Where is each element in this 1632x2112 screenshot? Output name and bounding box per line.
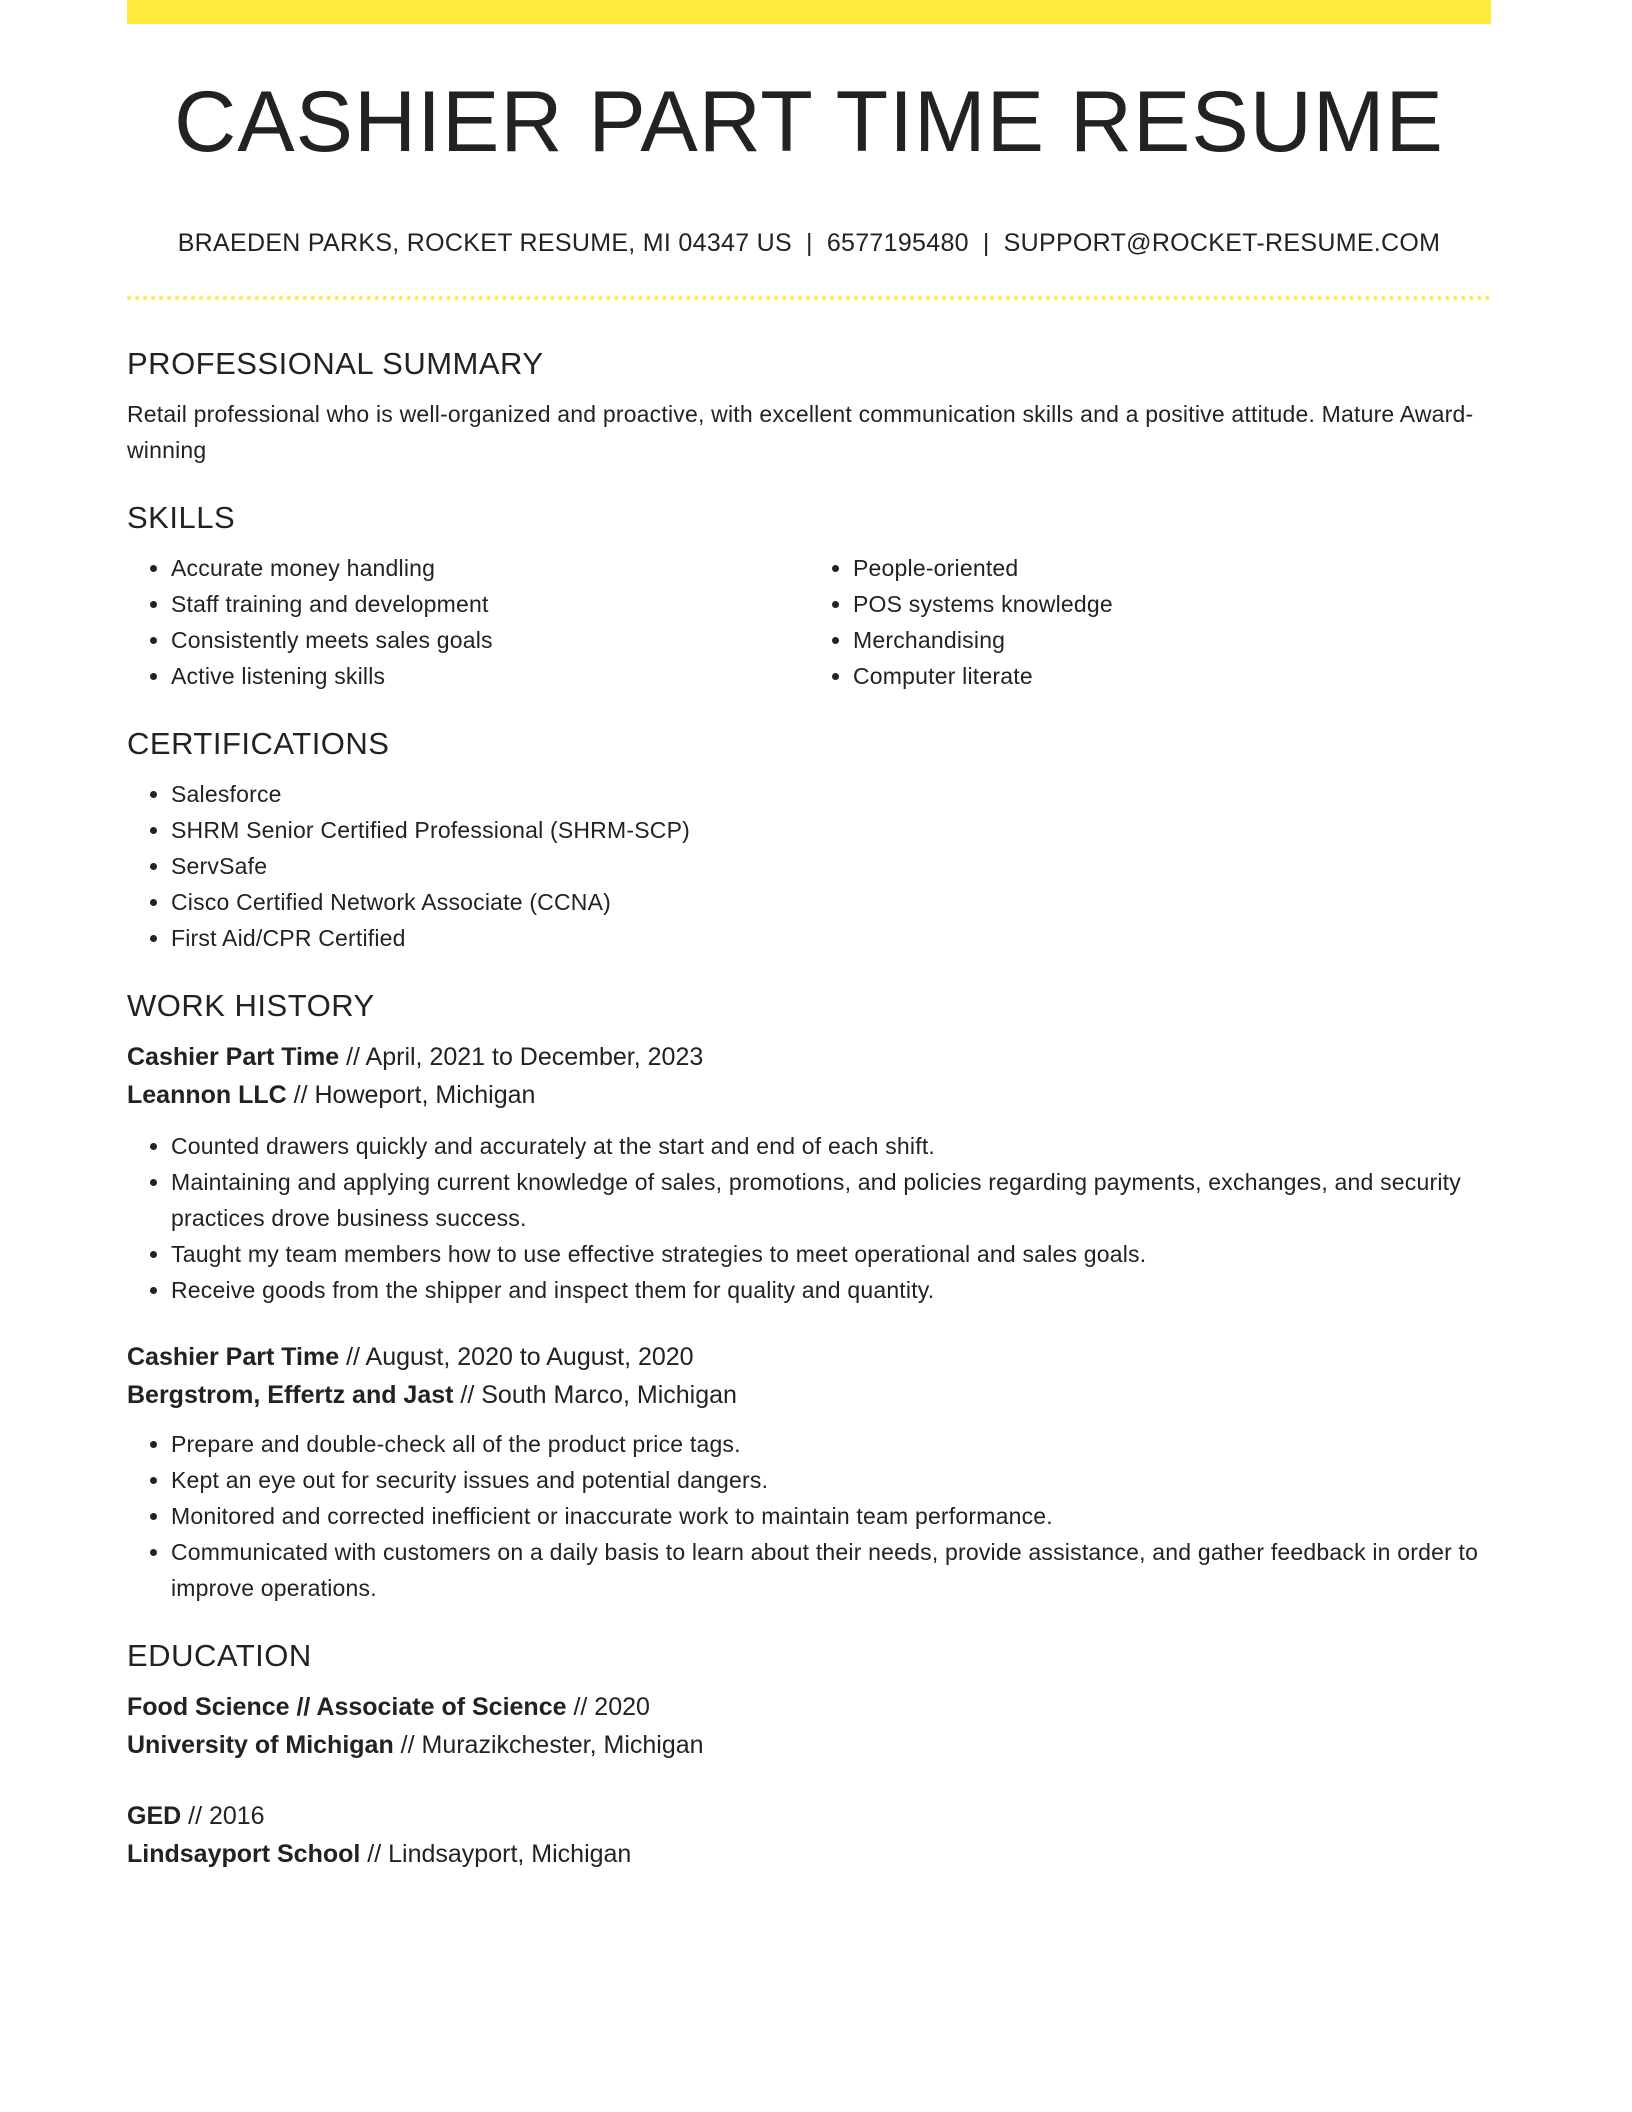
job-title: Cashier Part Time: [127, 1343, 340, 1371]
section-heading-summary: PROFESSIONAL SUMMARY: [127, 346, 544, 381]
skill-item: • Merchandising: [853, 622, 1491, 658]
job-bullet: • Kept an eye out for security issues and potential dangers.: [171, 1462, 1491, 1498]
education-school-line: [127, 1726, 1491, 1764]
education-degree-line: [127, 1688, 1491, 1726]
skill-item: • Active listening skills: [171, 658, 809, 694]
job-location: // Howeport, Michigan: [286, 1081, 536, 1109]
job-bullet: • Counted drawers quickly and accurately at the start and end of each shift.: [171, 1128, 1491, 1164]
education-school: Lindsayport School: [127, 1840, 361, 1868]
job-company-line: [127, 1376, 1491, 1414]
job-entry: [127, 1038, 1491, 1308]
contact-email: SUPPORT@ROCKET-RESUME.COM: [1003, 229, 1441, 257]
skill-item: • People-oriented: [853, 550, 1491, 586]
dotted-divider: [127, 296, 1491, 300]
job-bullets: [127, 1128, 1491, 1308]
job-dates: // April, 2021 to December, 2023: [339, 1043, 704, 1071]
skill-item: • Accurate money handling: [171, 550, 809, 586]
contact-phone: 6577195480: [826, 229, 969, 257]
job-entry: [127, 1338, 1491, 1606]
certification-item: • ServSafe: [171, 848, 1491, 884]
education-entry: [127, 1797, 1491, 1873]
job-bullets: [127, 1426, 1491, 1606]
education-school-line: [127, 1835, 1491, 1873]
accent-top-bar: [127, 0, 1491, 24]
section-heading-skills: SKILLS: [127, 500, 236, 535]
skill-item: • POS systems knowledge: [853, 586, 1491, 622]
job-dates: // August, 2020 to August, 2020: [339, 1343, 694, 1371]
education-location: // Murazikchester, Michigan: [393, 1731, 704, 1759]
job-bullet: • Taught my team members how to use effective strategies to meet operational and sales goals.: [171, 1236, 1491, 1272]
contact-address: BRAEDEN PARKS, ROCKET RESUME, MI 04347 US: [177, 229, 793, 257]
skills-list-left: [127, 550, 809, 694]
job-company: Leannon LLC: [127, 1081, 287, 1109]
job-bullet: • Maintaining and applying current knowledge of sales, promotions, and policies regarding payments, exchanges, and security practices drove business success.: [171, 1164, 1491, 1236]
education-entry: [127, 1688, 1491, 1764]
job-title-line: [127, 1038, 1491, 1076]
certification-item: • First Aid/CPR Certified: [171, 920, 1491, 956]
contact-separator: |: [806, 229, 813, 257]
job-bullet: • Receive goods from the shipper and inspect them for quality and quantity.: [171, 1272, 1491, 1308]
skill-item: • Consistently meets sales goals: [171, 622, 809, 658]
job-bullet: • Monitored and corrected inefficient or inaccurate work to maintain team performance.: [171, 1498, 1491, 1534]
job-title-line: [127, 1338, 1491, 1376]
resume-title: CASHIER PART TIME RESUME: [174, 74, 1444, 170]
certifications-list: [127, 776, 1491, 956]
job-company-line: [127, 1076, 1491, 1114]
skill-item: • Staff training and development: [171, 586, 809, 622]
education-year: // 2016: [181, 1802, 265, 1830]
education-school: University of Michigan: [127, 1731, 394, 1759]
contact-line: [127, 231, 1491, 256]
job-company: Bergstrom, Effertz and Jast: [127, 1381, 454, 1409]
job-bullet: • Prepare and double-check all of the product price tags.: [171, 1426, 1491, 1462]
section-heading-education: EDUCATION: [127, 1638, 312, 1673]
skills-grid: [127, 550, 1491, 694]
education-degree: GED: [127, 1802, 182, 1830]
skills-list-right: [809, 550, 1491, 694]
resume-page: [127, 0, 1491, 1873]
education-degree-line: [127, 1797, 1491, 1835]
contact-separator: |: [982, 229, 990, 257]
section-heading-certifications: CERTIFICATIONS: [127, 726, 390, 761]
certification-item: • Salesforce: [171, 776, 1491, 812]
section-heading-work-history: WORK HISTORY: [127, 988, 375, 1023]
certification-item: • Cisco Certified Network Associate (CCNA): [171, 884, 1491, 920]
education-location: // Lindsayport, Michigan: [360, 1840, 632, 1868]
skill-item: • Computer literate: [853, 658, 1491, 694]
job-bullet: • Communicated with customers on a daily basis to learn about their needs, provide assistance, and gather feedback in order to improve operations.: [171, 1534, 1491, 1606]
summary-text: Retail professional who is well-organized and proactive, with excellent communication skills and a positive attitude. Mature Award-winning: [127, 401, 1474, 463]
education-year: // 2020: [566, 1693, 650, 1721]
education-degree: Food Science // Associate of Science: [127, 1693, 567, 1721]
job-location: // South Marco, Michigan: [453, 1381, 737, 1409]
job-title: Cashier Part Time: [127, 1043, 340, 1071]
certification-item: • SHRM Senior Certified Professional (SHRM-SCP): [171, 812, 1491, 848]
